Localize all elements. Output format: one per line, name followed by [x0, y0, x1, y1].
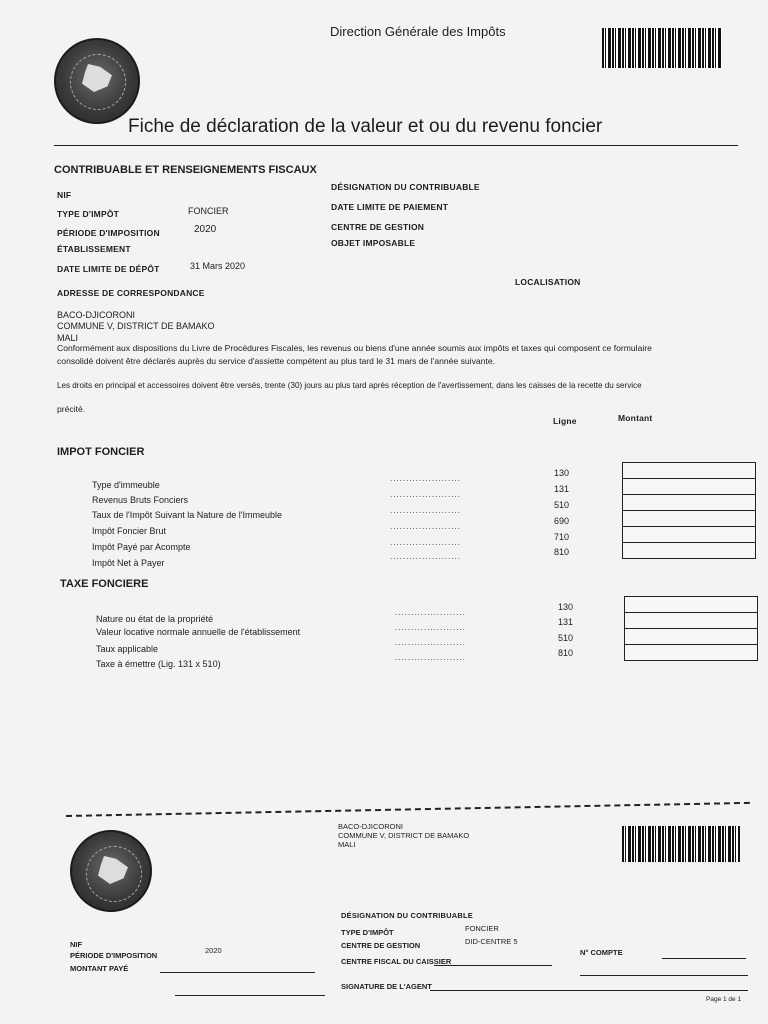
- row-line-number: 130: [558, 602, 574, 612]
- stub-compte-label: N° COMPTE: [580, 948, 623, 957]
- stub-type-impot-value: FONCIER: [465, 924, 499, 933]
- stub-left-line: [175, 995, 325, 996]
- amount-field[interactable]: [624, 596, 758, 613]
- amount-field[interactable]: [622, 510, 756, 527]
- section-heading-impot-foncier: IMPOT FONCIER: [57, 446, 145, 458]
- row-label: Impôt Net à Payer: [92, 558, 165, 568]
- row-dots: ......................: [395, 638, 466, 647]
- notice-paragraph-2a: Les droits en principal et accessoires doivent être versés, trente (30) jours au plus tard après réception de l'avertissement, dans les caisses de la recette du service: [57, 381, 642, 390]
- section-heading-taxe-fonciere: TAXE FONCIERE: [60, 578, 149, 590]
- row-label: Valeur locative normale annuelle de l'établissement: [96, 627, 301, 637]
- row-dots: ......................: [390, 552, 461, 561]
- adresse-line-1: BACO-DJICORONI: [57, 310, 136, 320]
- type-impot-value: FONCIER: [188, 206, 229, 216]
- row-dots: ......................: [390, 522, 461, 531]
- row-line-number: 510: [554, 500, 570, 510]
- designation-label: DÉSIGNATION DU CONTRIBUABLE: [331, 182, 480, 192]
- notice-paragraph-2b: précité.: [57, 404, 86, 414]
- row-dots: ......................: [395, 623, 466, 632]
- stub-compte-line: [662, 958, 746, 959]
- localisation-label: LOCALISATION: [515, 277, 581, 287]
- row-dots: ......................: [390, 490, 461, 499]
- row-label: Impôt Foncier Brut: [92, 526, 167, 536]
- row-line-number: 131: [558, 617, 574, 627]
- stub-nif-label: NIF: [70, 940, 83, 949]
- row-line-number: 810: [554, 547, 570, 557]
- amount-field[interactable]: [622, 494, 756, 511]
- row-dots: ......................: [390, 538, 461, 547]
- type-impot-label: TYPE D'IMPÔT: [57, 209, 120, 219]
- row-label: Revenus Bruts Fonciers: [92, 495, 189, 505]
- stub-centre-fiscal-line: [434, 965, 552, 966]
- column-ligne: Ligne: [553, 416, 577, 426]
- stub-periode-value: 2020: [205, 946, 222, 955]
- barcode: [602, 28, 722, 68]
- amount-field[interactable]: [622, 462, 756, 479]
- notice-paragraph-1b: consolidé doivent être déclarés auprès du service d'assiette compétent au plus tard le 31 mars de l'année suivante.: [57, 356, 496, 366]
- adresse-line-2: COMMUNE V, DISTRICT DE BAMAKO: [57, 321, 215, 331]
- stub-centre-value: DID-CENTRE 5: [465, 937, 518, 946]
- adresse-line-3: MALI: [57, 333, 79, 343]
- adresse-label: ADRESSE DE CORRESPONDANCE: [57, 288, 205, 298]
- column-montant: Montant: [618, 413, 653, 423]
- amount-field[interactable]: [622, 478, 756, 495]
- tear-off-line: [66, 802, 750, 817]
- amount-field[interactable]: [622, 526, 756, 543]
- row-label: Taux de l'Impôt Suivant la Nature de l'Immeuble: [92, 510, 283, 520]
- nif-label: NIF: [57, 190, 72, 200]
- stub-centre-fiscal-label: CENTRE FISCAL DU CAISSIER: [341, 957, 452, 966]
- stub-barcode: [622, 826, 740, 862]
- row-line-number: 810: [558, 648, 574, 658]
- row-dots: ......................: [390, 506, 461, 515]
- row-label: Impôt Payé par Acompte: [92, 542, 191, 552]
- row-label: Taux applicable: [96, 644, 159, 654]
- section-heading-taxpayer: CONTRIBUABLE ET RENSEIGNEMENTS FISCAUX: [54, 164, 317, 176]
- etablissement-label: ÉTABLISSEMENT: [57, 244, 131, 254]
- row-line-number: 130: [554, 468, 570, 478]
- amount-field[interactable]: [624, 628, 758, 645]
- stub-periode-label: PÉRIODE D'IMPOSITION: [70, 951, 158, 960]
- row-label: Type d'immeuble: [92, 480, 160, 490]
- stub-line-right: [580, 975, 748, 976]
- stub-signature-line: [430, 990, 748, 991]
- stub-address-3: MALI: [338, 840, 356, 849]
- row-dots: ......................: [395, 653, 466, 662]
- row-line-number: 131: [554, 484, 570, 494]
- row-dots: ......................: [390, 474, 461, 483]
- date-depot-value: 31 Mars 2020: [190, 261, 246, 271]
- row-line-number: 710: [554, 532, 570, 542]
- notice-paragraph-1a: Conformément aux dispositions du Livre de Procédures Fiscales, les revenus ou biens d'une année soumis aux impôts et taxes qui composent ce formulaire: [57, 343, 652, 353]
- objet-imposable-label: OBJET IMPOSABLE: [331, 238, 416, 248]
- stub-type-impot-label: TYPE D'IMPÔT: [341, 928, 394, 937]
- agency-name: Direction Générale des Impôts: [330, 24, 506, 39]
- stub-seal-logo: [70, 830, 152, 912]
- row-line-number: 510: [558, 633, 574, 643]
- date-depot-label: DATE LIMITE DE DÉPÔT: [57, 264, 160, 274]
- seal-logo: [54, 38, 140, 124]
- stub-centre-label: CENTRE DE GESTION: [341, 941, 421, 950]
- amount-field[interactable]: [624, 612, 758, 629]
- periode-value: 2020: [194, 224, 217, 235]
- row-line-number: 690: [554, 516, 570, 526]
- row-dots: ......................: [395, 608, 466, 617]
- stub-signature-label: SIGNATURE DE L'AGENT: [341, 982, 432, 991]
- row-label: Nature ou état de la propriété: [96, 614, 214, 624]
- row-label: Taxe à émettre (Lig. 131 x 510): [96, 659, 221, 669]
- title-rule: [54, 145, 738, 146]
- stub-address-2: COMMUNE V, DISTRICT DE BAMAKO: [338, 831, 470, 840]
- page-title: Fiche de déclaration de la valeur et ou du revenu foncier: [128, 116, 603, 137]
- date-paiement-label: DATE LIMITE DE PAIEMENT: [331, 202, 449, 212]
- centre-gestion-label: CENTRE DE GESTION: [331, 222, 425, 232]
- amount-field[interactable]: [622, 542, 756, 559]
- periode-label: PÉRIODE D'IMPOSITION: [57, 228, 160, 238]
- stub-montant-label: MONTANT PAYÉ: [70, 964, 129, 973]
- stub-address-1: BACO-DJICORONI: [338, 822, 404, 831]
- stub-montant-line: [160, 972, 315, 973]
- page-number: Page 1 de 1: [706, 996, 742, 1003]
- stub-designation-label: DÉSIGNATION DU CONTRIBUABLE: [341, 911, 473, 920]
- amount-field[interactable]: [624, 644, 758, 661]
